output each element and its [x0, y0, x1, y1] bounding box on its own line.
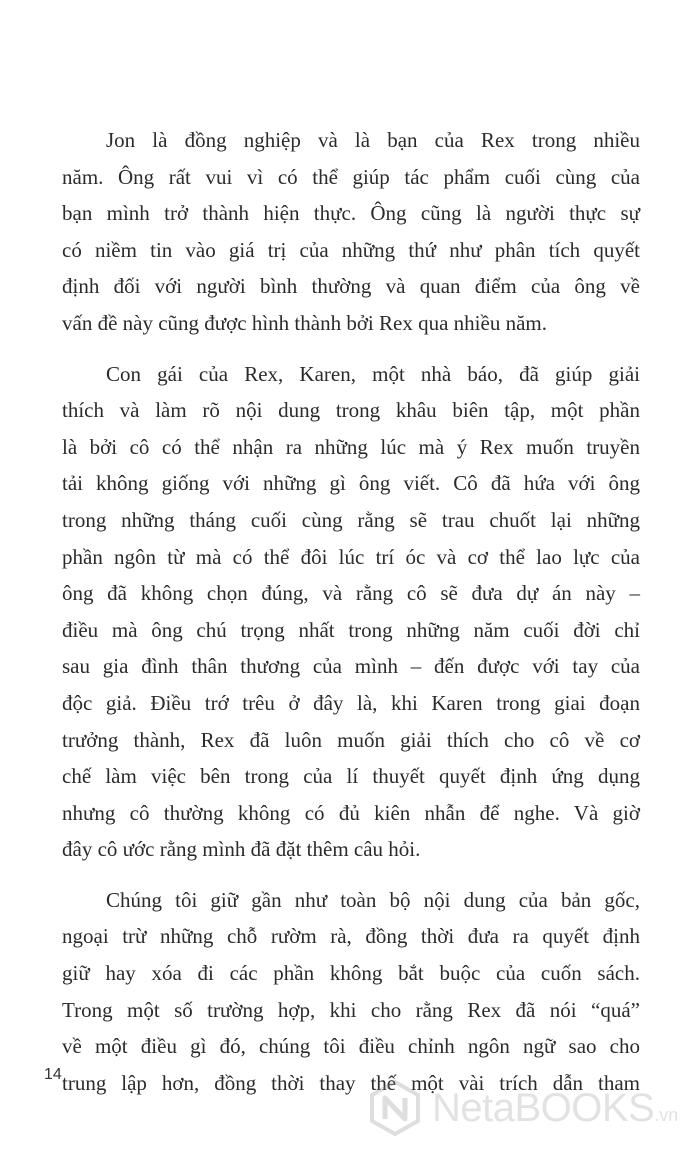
paragraph-gap: [62, 342, 640, 356]
text-line: là bởi cô có thể nhận ra những lúc mà ý Rex muốn truyền: [62, 434, 640, 459]
watermark-suffix: .vn: [654, 1104, 679, 1125]
text-line: Trong một số trường hợp, khi cho rằng Rex đã nói “quá”: [62, 997, 640, 1022]
text-line: phần ngôn từ mà có thể đôi lúc trí óc và cơ thể lao lực của: [62, 544, 640, 569]
paragraph-gap: [62, 868, 640, 882]
text-line: Con gái của Rex, Karen, một nhà báo, đã giúp giải: [106, 361, 640, 386]
text-line: bạn mình trở thành hiện thực. Ông cũng là người thực sự: [62, 201, 640, 226]
text-line: ngoại trừ những chỗ rườm rà, đồng thời đưa ra quyết định: [62, 924, 640, 949]
watermark-brand: NetaBOOKS: [432, 1085, 655, 1130]
text-line: định đối với người bình thường và quan điểm của ông về: [62, 274, 640, 299]
text-line: sau gia đình thân thương của mình – đến được với tay của: [62, 654, 640, 679]
body-text: [62, 122, 640, 1101]
text-line: năm. Ông rất vui vì có thể giúp tác phẩm cuối cùng của: [62, 164, 640, 189]
text-line: Chúng tôi giữ gần như toàn bộ nội dung của bản gốc,: [106, 887, 640, 912]
text-line: có niềm tin vào giá trị của những thứ như phân tích quyết: [62, 237, 640, 262]
text-line: trung lập hơn, đồng thời thay thế một vài trích dẫn tham: [62, 1070, 640, 1095]
text-line: giữ hay xóa đi các phần không bắt buộc của cuốn sách.: [62, 961, 640, 986]
watermark-text: [432, 1086, 678, 1131]
text-line: độc giả. Điều trớ trêu ở đây là, khi Karen trong giai đoạn: [62, 690, 640, 715]
netabooks-logo-icon: [366, 1079, 424, 1137]
text-line: nhưng cô thường không có đủ kiên nhẫn để nghe. Và giờ: [62, 800, 640, 825]
page-number: 14: [44, 1066, 62, 1083]
text-line: ông đã không chọn đúng, và rằng cô sẽ đưa dự án này –: [62, 581, 640, 606]
text-line: trong những tháng cuối cùng rằng sẽ trau chuốt lại những: [62, 507, 640, 532]
text-line: chế làm việc bên trong của lí thuyết quyết định ứng dụng: [62, 764, 640, 789]
text-line: trưởng thành, Rex đã luôn muốn giải thích cho cô về cơ: [62, 727, 640, 752]
text-line: tải không giống với những gì ông viết. Cô đã hứa với ông: [62, 471, 640, 496]
text-line: về một điều gì đó, chúng tôi điều chỉnh ngôn ngữ sao cho: [62, 1034, 640, 1059]
text-line: Jon là đồng nghiệp và là bạn của Rex trong nhiều: [106, 128, 640, 152]
text-line: điều mà ông chú trọng nhất trong những năm cuối đời chỉ: [62, 617, 640, 642]
watermark: [366, 1080, 678, 1136]
text-line: đây cô ước rằng mình đã đặt thêm câu hỏi.: [62, 837, 421, 862]
text-line: thích và làm rõ nội dung trong khâu biên tập, một phần: [62, 398, 640, 423]
text-line: vấn đề này cũng được hình thành bởi Rex qua nhiều năm.: [62, 310, 547, 335]
